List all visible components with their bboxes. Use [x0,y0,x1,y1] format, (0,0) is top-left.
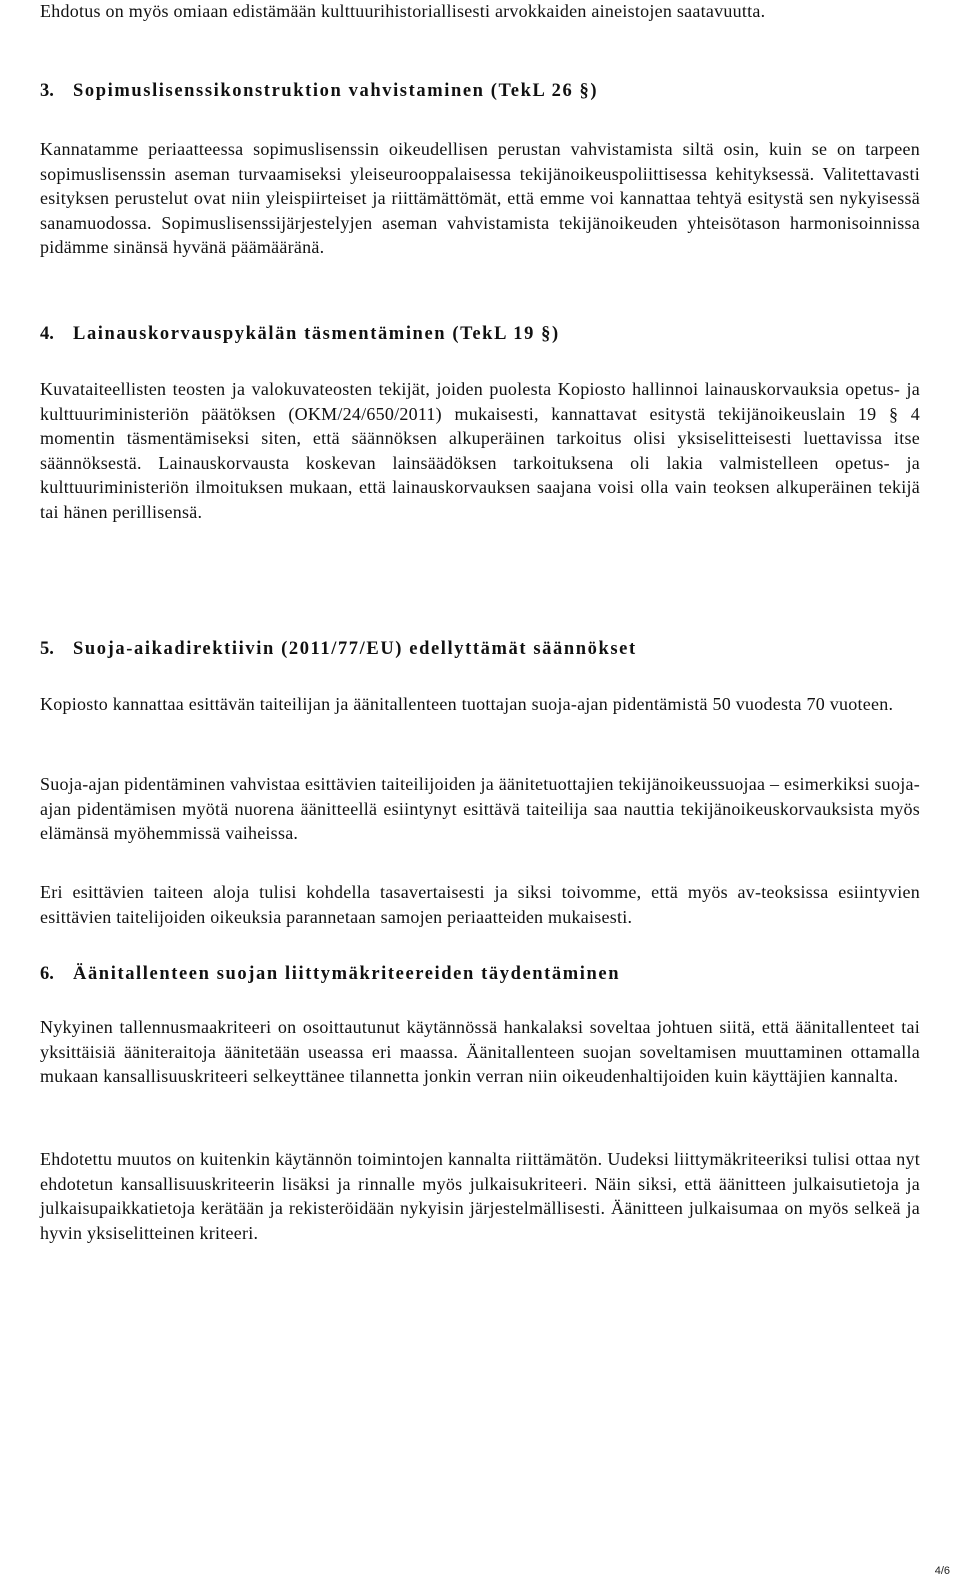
section-6-heading [40,962,920,987]
section-paragraph: Eri esittävien taiteen aloja tulisi kohdella tasavertaisesti ja siksi toivomme, että myös av-teoksissa esiintyvien esittävien taitelijoiden oikeuksia parannetaan samojen periaatteiden mukaisesti. [40,882,920,927]
section-5-paragraph-2 [40,772,920,846]
section-number: 5. [40,639,54,659]
section-title: Suoja-aikadirektiivin (2011/77/EU) edellyttämät säännökset [73,639,637,659]
section-paragraph: Kuvataiteellisten teosten ja valokuvateosten tekijät, joiden puolesta Kopiosto hallinnoi lainauskorvauksia opetus- ja kulttuuriministeriön päätöksen (OKM/24/650/2011) mukaisesti, kannattavat esitystä tekijänoikeuslain 19 § 4 momentin täsmentämiseksi siten, että säännöksen alkuperäinen tarkoitus olisi yksiselitteisesti luettavissa itse säännöksestä. Lainauskorvausta koskevan lainsäädöksen tarkoituksena oli lakia valmistelleen opetus- ja kulttuuriministeriön ilmoituksen mukaan, että lainauskorvauksen saajana voisi olla vain teoksen alkuperäinen tekijä tai hänen perillisensä. [40,379,920,522]
section-title: Sopimuslisenssikonstruktion vahvistaminen (TekL 26 §) [73,81,599,101]
section-paragraph: Ehdotettu muutos on kuitenkin käytännön toimintojen kannalta riittämätön. Uudeksi liittymäkriteeriksi tulisi ottaa nyt ehdotetun kansallisuuskriteerin lisäksi ja rinnalle myös julkaisukriteeri. Näin siksi, että äänitteen julkaisutietoja ja julkaisupaikkatietoja kerätään ja rekisteröidään nykyisin järjestelmällisesti. Äänitteen julkaisumaa on myös selkeä ja hyvin yksiselitteinen kriteeri. [40,1149,920,1243]
section-paragraph: Kopiosto kannattaa esittävän taiteilijan ja äänitallenteen tuottajan suoja-ajan pidentämistä 50 vuodesta 70 vuoteen. [40,694,894,714]
section-paragraph: Kannatamme periaatteessa sopimuslisenssin oikeudellisen perustan vahvistamista siltä osin, kuin se on tarpeen sopimuslisenssin aseman turvaamiseksi yleiseurooppalaisessa tekijänoikeuspoliittisessa kehityksessä. Valitettavasti esityksen perustelut ovat niin yleispiirteiset ja riittämättömät, että emme voi kannattaa tehtyä esitystä sen nykyisessä sanamuodossa. Sopimuslisenssijärjestelyjen aseman vahvistamista tekijänoikeuden yhteisötason harmonisoinnissa pidämme sinänsä hyvänä päämääränä. [40,139,920,257]
section-4-heading [40,322,920,347]
section-paragraph: Nykyinen tallennusmaakriteeri on osoittautunut käytännössä hankalaksi soveltaa johtuen siitä, että äänitallenteet tai yksittäisiä ääniteraitoja äänitetään useassa eri maassa. Äänitallenteen suojan soveltamisen muuttaminen ottamalla mukaan kansallisuuskriteeri selkeyttänee tilannetta jonkin verran niin oikeudenhaltijoiden kuin käyttäjien kannalta. [40,1017,920,1086]
section-4-paragraph-1 [40,377,920,524]
section-5-heading [40,637,920,662]
intro-paragraph: Ehdotus on myös omiaan edistämään kulttuurihistoriallisesti arvokkaiden aineistojen saatavuutta. [40,1,766,21]
section-title: Äänitallenteen suojan liittymäkriteereiden täydentäminen [73,964,621,984]
section-number: 4. [40,324,54,344]
page-number: 4/6 [934,1565,950,1577]
section-3-paragraph-1 [40,137,920,260]
section-number: 6. [40,964,54,984]
section-3-heading [40,79,920,104]
section-6-paragraph-2 [40,1147,920,1245]
intro-block [40,0,920,24]
section-title: Lainauskorvauspykälän täsmentäminen (TekL 19 §) [73,324,560,344]
section-paragraph: Suoja-ajan pidentäminen vahvistaa esittävien taiteilijoiden ja äänitetuottajien tekijänoikeussuojaa – esimerkiksi suoja-ajan pidentämisen myötä nuorena äänitteellä esiintynyt esittävä taiteilija saa nauttia tekijänoikeuskorvauksista myös elämänsä myöhemmissä vaiheissa. [40,774,920,843]
section-number: 3. [40,81,54,101]
section-5-paragraph-1 [40,692,920,717]
section-5-paragraph-3 [40,880,920,929]
section-6-paragraph-1 [40,1015,920,1089]
